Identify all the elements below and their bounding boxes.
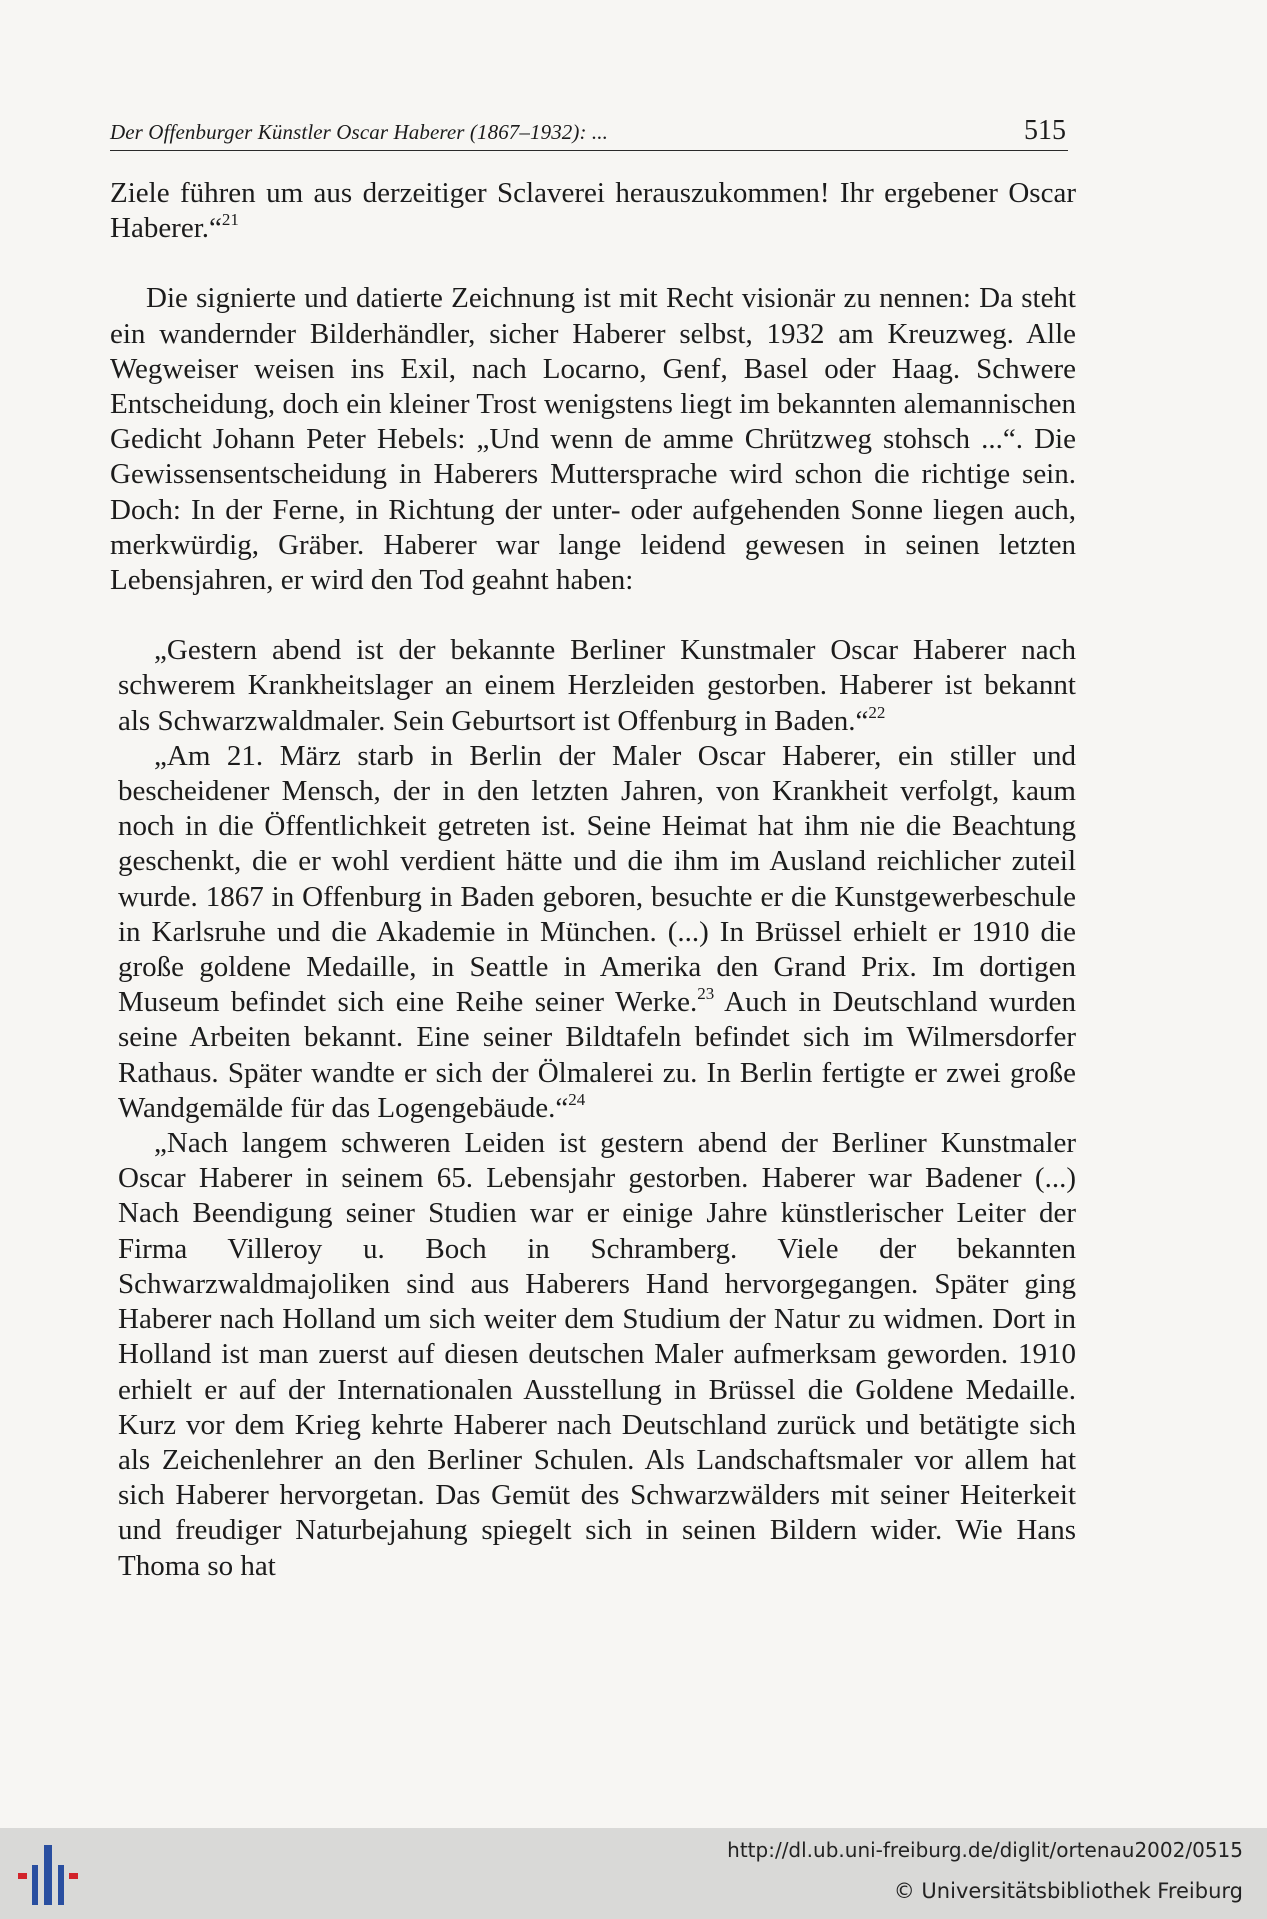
obituary-quotes xyxy=(110,633,1076,1583)
footnote-ref: 24 xyxy=(568,1089,586,1109)
source-url-link[interactable]: http://dl.ub.uni-freiburg.de/diglit/ortenau2002/0515 xyxy=(727,1838,1243,1862)
footnote-ref: 22 xyxy=(868,702,886,722)
page-number: 515 xyxy=(1024,115,1066,146)
quote-text: „Gestern abend ist der bekannte Berliner Kunstmaler Oscar Haberer nach schwerem Krankheitslager an einem Herzleiden gestorben. Haberer ist bekannt als Schwarzwaldmaler. Sein Geburtsort ist Offenburg in Baden.“ xyxy=(118,634,1076,737)
paragraph-text: Ziele führen um aus derzeitiger Sclaverei herauszukommen! Ihr ergebener Oscar Haberer.“ xyxy=(110,177,1076,245)
library-logo-icon xyxy=(16,1843,80,1907)
quote-2 xyxy=(118,739,1076,1126)
running-title: Der Offenburger Künstler Oscar Haberer (1867–1932): ... xyxy=(110,120,608,144)
quote-3: „Nach langem schweren Leiden ist gestern abend der Berliner Kunstmaler Oscar Haberer in seinem 65. Lebensjahr gestorben. Haberer war Badener (...) Nach Beendigung seiner Studien war er einige Jahre künstlerischer Leiter der Firma Villeroy u. Boch in Schramberg. Viele der bekannten Schwarzwaldmajoliken sind aus Haberers Hand hervorgegangen. Später ging Haberer nach Holland um sich weiter dem Studium der Natur zu widmen. Dort in Holland ist man zuerst auf diesen deutschen Maler aufmerksam geworden. 1910 erhielt er auf der Internationalen Ausstellung in Brüssel die Goldene Medaille. Kurz vor dem Krieg kehrte Haberer nach Deutschland zurück und betätigte sich als Zeichenlehrer an den Berliner Schulen. Als Landschaftsmaler vor allem hat sich Haberer hervorgetan. Das Gemüt des Schwarzwälders mit seiner Heiterkeit und freudiger Naturbejahung spiegelt sich in seinen Bildern wider. Wie Hans Thoma so hat xyxy=(118,1127,1076,1582)
quote-text: Auch in Deutschland wurden seine Arbeiten bekannt. Eine seiner Bildtafeln befindet sich im Wilmersdorfer Rathaus. Später wandte er sich der Ölmalerei zu. In Berlin fertigte er zwei große Wandgemälde für das Logengebäude.“ xyxy=(118,986,1077,1124)
footnote-ref: 23 xyxy=(697,984,715,1004)
footnote-ref: 21 xyxy=(221,210,239,230)
paragraph-letter-end xyxy=(110,176,1076,246)
running-header xyxy=(110,106,1068,151)
copyright-text: © Universitätsbibliothek Freiburg xyxy=(893,1879,1243,1903)
body-text xyxy=(110,176,1076,1584)
quote-1 xyxy=(118,633,1076,739)
paragraph-drawing: Die signierte und datierte Zeichnung ist mit Recht visionär zu nennen: Da steht ein wandernder Bilderhändler, sicher Haberer selbst, 1932 am Kreuzweg. Alle Wegweiser weisen ins Exil, nach Locarno, Genf, Basel oder Haag. Schwere Entscheidung, doch ein kleiner Trost wenigstens liegt im bekannten alemannischen Gedicht Johann Peter Hebels: „Und wenn de amme Chrützweg stohsch ...“. Die Gewissensentscheidung in Haberers Muttersprache wird schon die richtige sein. Doch: In der Ferne, in Richtung der unter- oder aufgehenden Sonne liegen auch, merkwürdig, Gräber. Haberer war lange leidend gewesen in seinen letzten Lebensjahren, er wird den Tod geahnt haben: xyxy=(110,282,1076,597)
quote-text: „Am 21. März starb in Berlin der Maler Oscar Haberer, ein stiller und bescheidener Mensch, der in den letzten Jahren, von Krankheit verfolgt, kaum noch in die Öffentlichkeit getreten ist. Seine Heimat hat ihm nie die Beachtung geschenkt, die er wohl verdient hätte und die ihm im Ausland reichlicher zuteil wurde. 1867 in Offenburg in Baden geboren, besuchte er die Kunstgewerbeschule in Karlsruhe und die Akademie in München. (...) In Brüssel erhielt er 1910 die große goldene Medaille, in Seattle in Amerika den Grand Prix. Im dortigen Museum befindet sich eine Reihe seiner Werke. xyxy=(118,739,1076,1019)
